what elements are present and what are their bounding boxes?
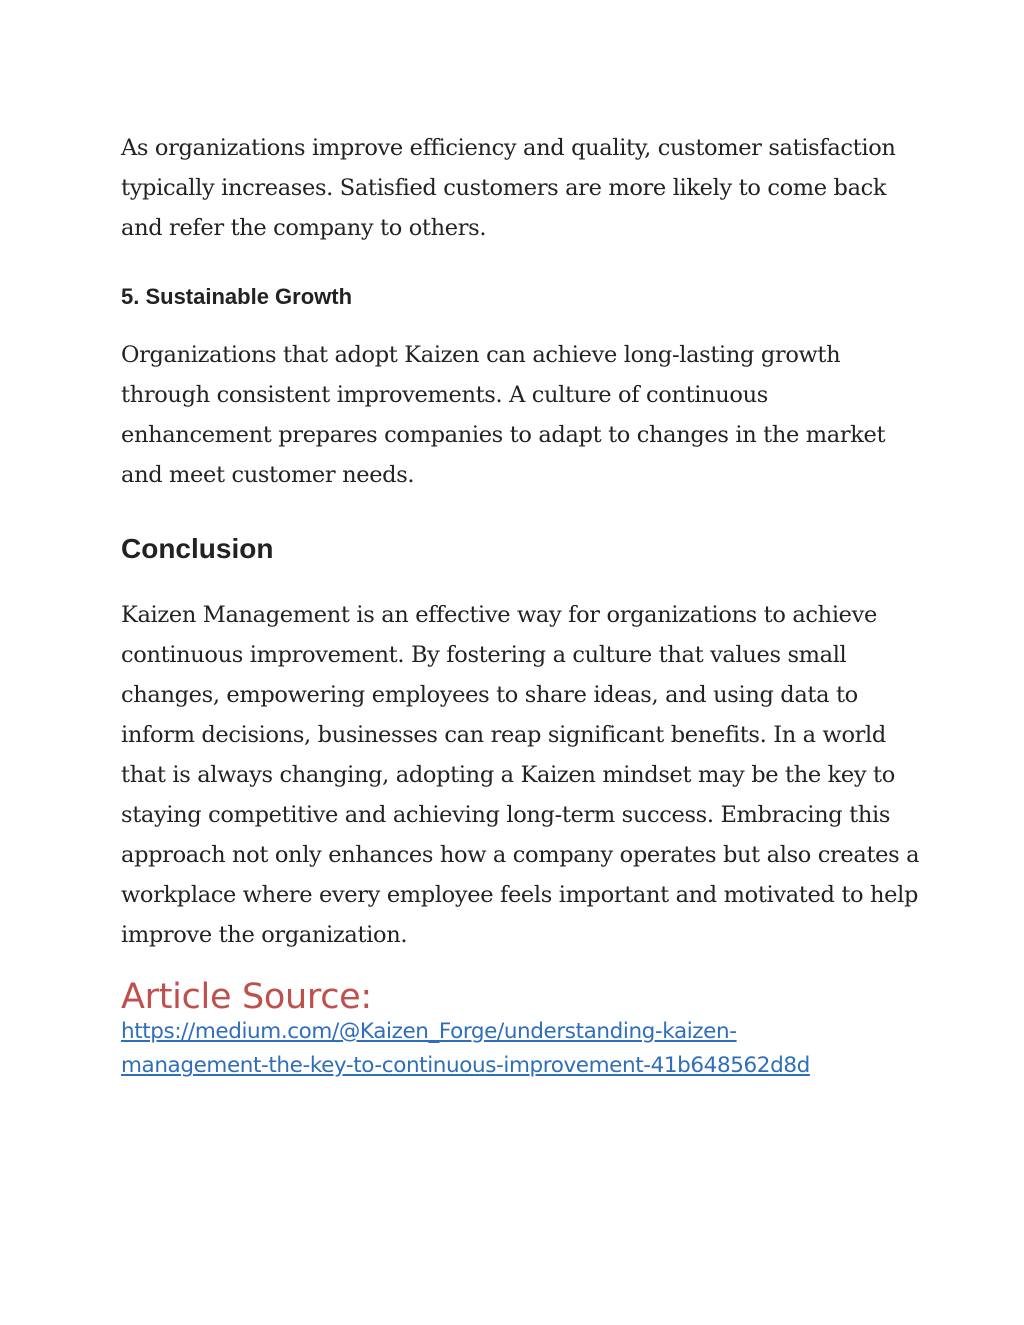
article-source-url-line-1: https://medium.com/@Kaizen_Forge/understanding-kaizen- — [121, 1019, 737, 1044]
article-source-url-line-2: management-the-key-to-continuous-improvement-41b648562d8d — [121, 1053, 810, 1078]
article-source-label: Article Source: — [121, 977, 372, 1017]
intro-paragraph: As organizations improve efficiency and quality, customer satisfaction typically increases. Satisfied customers are more likely to come back and refer the company to others. — [121, 135, 896, 241]
document-page — [121, 128, 921, 1083]
conclusion-paragraph: Kaizen Management is an effective way for organizations to achieve continuous improvement. By fostering a culture that values small changes, empowering employees to share ideas, and using data to inform decisions, businesses can reap significant benefits. In a world that is always changing, adopting a Kaizen mindset may be the key to staying competitive and achieving long-term success. Embracing this approach not only enhances how a company operates but also creates a workplace where every employee feels important and motivated to help improve the organization. — [121, 602, 920, 948]
sustainable-growth-paragraph: Organizations that adopt Kaizen can achieve long-lasting growth through consistent improvements. A culture of continuous enhancement prepares companies to adapt to changes in the market and meet customer needs. — [121, 342, 886, 488]
article-source-link[interactable] — [121, 1015, 881, 1083]
section-heading-sustainable-growth: 5. Sustainable Growth — [121, 284, 353, 309]
conclusion-heading: Conclusion — [121, 533, 274, 564]
